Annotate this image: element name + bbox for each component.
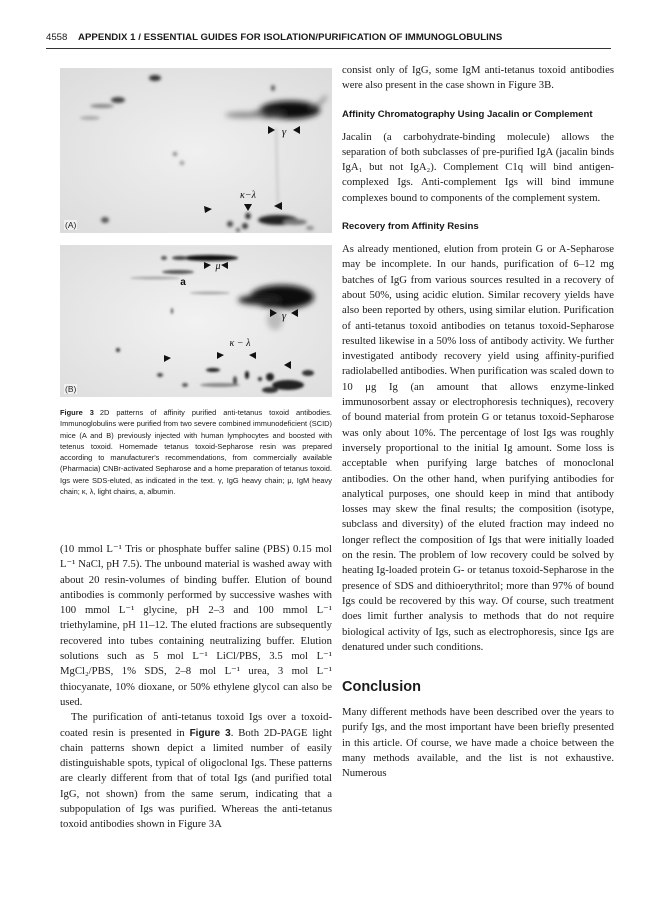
- gel-background: [60, 68, 332, 233]
- panel-label-b: (B): [65, 384, 77, 394]
- caption-text: 2D patterns of affinity purified anti-tetanus toxoid antibodies. Immunoglobulins were purified from two severe combined immunodeficient (SCID) mice (A and B) previously injected with human lymphocytes and boosted with tetenus toxoid. Homemade tetanus toxoid-Sepharose resin was prepared according to manufacturer's recommendations, from commercially available (Pharmacia) CNBr-activated Sepharose and a home preparation of tetanus toxoid. Igs were SDS-eluted, as indicated in the text. γ, IgG heavy chain; μ, IgM heavy chain; κ, λ, light chains, a, albumin.: [60, 408, 332, 497]
- body-paragraph: Many different methods have been described over the years to purify Igs, and the most important have been briefly presented in this article. Of course, we have made a choice between the many methods available, and the list is not exhaustive. Numerous: [342, 706, 614, 780]
- body-paragraph: Jacalin (a carbohydrate-binding molecule) allows the separation of both subclasses of pre-purified IgA (jacalin binds IgA₁ but not IgA₂). Complement C1q will bind antigen-complexed Igs. Anti-complement Igs will bind immune complexes bound to components of the complement system.: [342, 130, 614, 204]
- figure-label: Figure 3: [60, 408, 94, 417]
- section-heading-jacalin: Affinity Chromatography Using Jacalin or Complement: [342, 108, 593, 120]
- body-paragraph: [60, 710, 332, 832]
- body-paragraph: (10 mmol L⁻¹ Tris or phosphate buffer saline (PBS) 0.15 mol L⁻¹ NaCl, pH 7.5). The unbound material is washed away with about 20 resin-volumes of binding buffer. Elution of bound antibodies is commonly performed by successive washes with 100 mmol L⁻¹ glycine, pH 2–3 and 100 mmol L⁻¹ triethylamine, pH 11–12. The eluted fractions are subsequently recovered into tubes containing neutralizing buffer. Elution solutions such as 5 mol L⁻¹ LiCl/PBS, 3.5 mol L⁻¹ MgCl₂/PBS, 1% SDS, 2–8 mol L⁻¹ urea, 3 mol L⁻¹ thiocyanate, 10% dioxane, or 50% ethylene glycol can also be used.: [60, 543, 332, 708]
- gel-image-a: [60, 68, 332, 233]
- gel-panel-b: [60, 245, 332, 397]
- page-number: 4558: [46, 32, 68, 43]
- panel-label-a: (A): [65, 220, 77, 230]
- gamma-label: γ: [281, 310, 287, 322]
- mu-label: μ: [215, 261, 221, 272]
- section-heading-conclusion: Conclusion: [342, 679, 421, 696]
- running-header: [46, 30, 611, 49]
- gamma-label: γ: [281, 126, 287, 138]
- paragraph-text: The purification of anti-tetanus toxoid Igs over a toxoid-coated resin is presented in: [60, 711, 332, 739]
- body-paragraph: As already mentioned, elution from protein G or A-Sepharose may be incomplete. In our hands, purification of 6–12 mg batches of IgG from various sources resulted in a recovery of about 50%, using acidic elution. Similar recovery yields have also been reported by others, using similar elution. Purification of anti-tetanus toxoid antibodies on tetanus toxoid-Sepharose resulted likewise in a 50% loss of antibody activity. We further investigated antibody recovery yield using affinity-purified radiolabelled antibodies. When purification was scaled down to 10 μg Ig (an amount that allows enzyme-linked immunosorbent assay or electrophoresis techniques), recovery of bound material from protein G or tetanus toxoid-Sepharose was only about 10%. The percentage of lost Igs was roughly inversely proportional to the initial Ig amount. Some loss is acceptable when purifying large batches of monoclonal antibodies. On the other hand, when purifying antibodies for analytical purposes, one should keep in mind that antibody losses may skew the final results; the composition (isotype, subclass and diversity) of the eluted fraction may indeed no longer reflect the composition of Igs that were initially loaded on the resin. The problem of low recovery could be solved by heating Ig-loaded protein G- or tetanus toxoid-Sepharose in the presence of SDS and dithioerythritol; more than 97% of bound Igs could be recovered by this way. Of course, such treatment does limit further analysis to methods that do not require biological activity of Igs, such as electrophoresis, since Igs are denatured under such conditions.: [342, 243, 614, 653]
- figure-reference-link[interactable]: Figure 3: [189, 727, 231, 739]
- figure-caption: [60, 407, 332, 497]
- gel-panel-a: [60, 68, 332, 233]
- section-heading-recovery: Recovery from Affinity Resins: [342, 221, 479, 233]
- kappa-lambda-label: κ − λ: [229, 338, 251, 349]
- paragraph-text: . Both 2D-PAGE light chain patterns shown depict a limited number of easily distinguishable spots, typical of oligoclonal Igs. These patterns are clearly different from that of total Igs (and purified total IgG, not shown) from the same serum, indicating that a subpopulation of Igs was purified. Whereas the anti-tetanus toxoid antibodies shown in Figure 3A: [60, 726, 332, 831]
- kappa-lambda-label: κ−λ: [240, 190, 256, 201]
- left-column: [60, 542, 332, 833]
- gel-background: [60, 245, 332, 397]
- body-paragraph: consist only of IgG, some IgM anti-tetanus toxoid antibodies were also present in the case shown in Figure 3B.: [342, 64, 614, 92]
- albumin-label: a: [180, 277, 186, 288]
- gel-image-b: [60, 245, 332, 397]
- right-column: [342, 63, 614, 782]
- running-title: APPENDIX 1 / ESSENTIAL GUIDES FOR ISOLATION/PURIFICATION OF IMMUNOGLOBULINS: [78, 32, 503, 43]
